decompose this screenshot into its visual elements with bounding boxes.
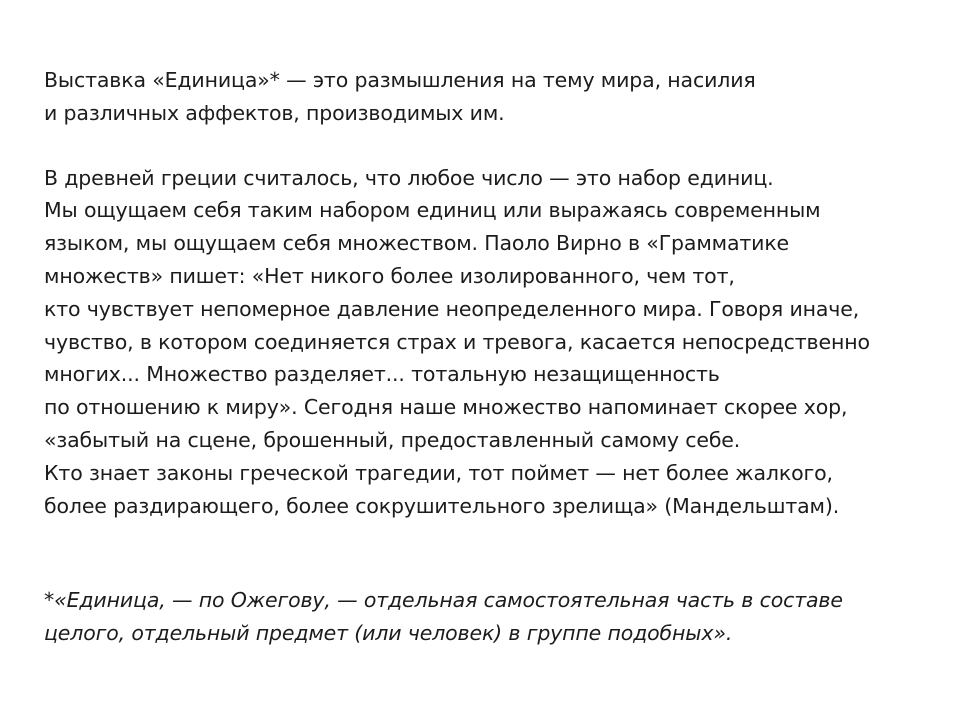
body-line: В древней греции считалось, что любое число — это набор единиц.	[44, 165, 774, 190]
intro-paragraph	[44, 64, 944, 130]
intro-line: и различных аффектов, производимых им.	[44, 100, 505, 125]
body-line: Кто знает законы греческой трагедии, тот поймет — нет более жалкого,	[44, 460, 833, 485]
body-line: многих... Множество разделяет... тотальную незащищенность	[44, 362, 720, 387]
body-line: по отношению к миру». Сегодня наше множество напоминает скорее хор,	[44, 395, 848, 420]
body-line: более раздирающего, более сокрушительного зрелища» (Мандельштам).	[44, 493, 840, 518]
footnote-line: *«Единица, — по Ожегову, — отдельная самостоятельная часть в составе	[44, 588, 843, 613]
body-line: множеств» пишет: «Нет никого более изолированного, чем тот,	[44, 263, 735, 288]
body-line: языком, мы ощущаем себя множеством. Паоло Вирно в «Грамматике	[44, 231, 790, 256]
body-line: кто чувствует непомерное давление неопределенного мира. Говоря иначе,	[44, 296, 860, 321]
body-line: Мы ощущаем себя таким набором единиц или выражаясь современным	[44, 198, 821, 223]
footnote	[44, 584, 944, 650]
intro-line: Выставка «Единица»* — это размышления на тему мира, насилия	[44, 68, 756, 92]
paragraph-spacer	[44, 130, 944, 162]
body-paragraph	[44, 162, 944, 523]
footnote-line: целого, отдельный предмет (или человек) в группе подобных».	[44, 621, 733, 646]
body-line: чувство, в котором соединяется страх и тревога, касается непосредственно	[44, 329, 870, 354]
body-line: «забытый на сцене, брошенный, предоставленный самому себе.	[44, 427, 741, 452]
paragraph-spacer	[44, 522, 944, 584]
document-text	[44, 64, 944, 650]
